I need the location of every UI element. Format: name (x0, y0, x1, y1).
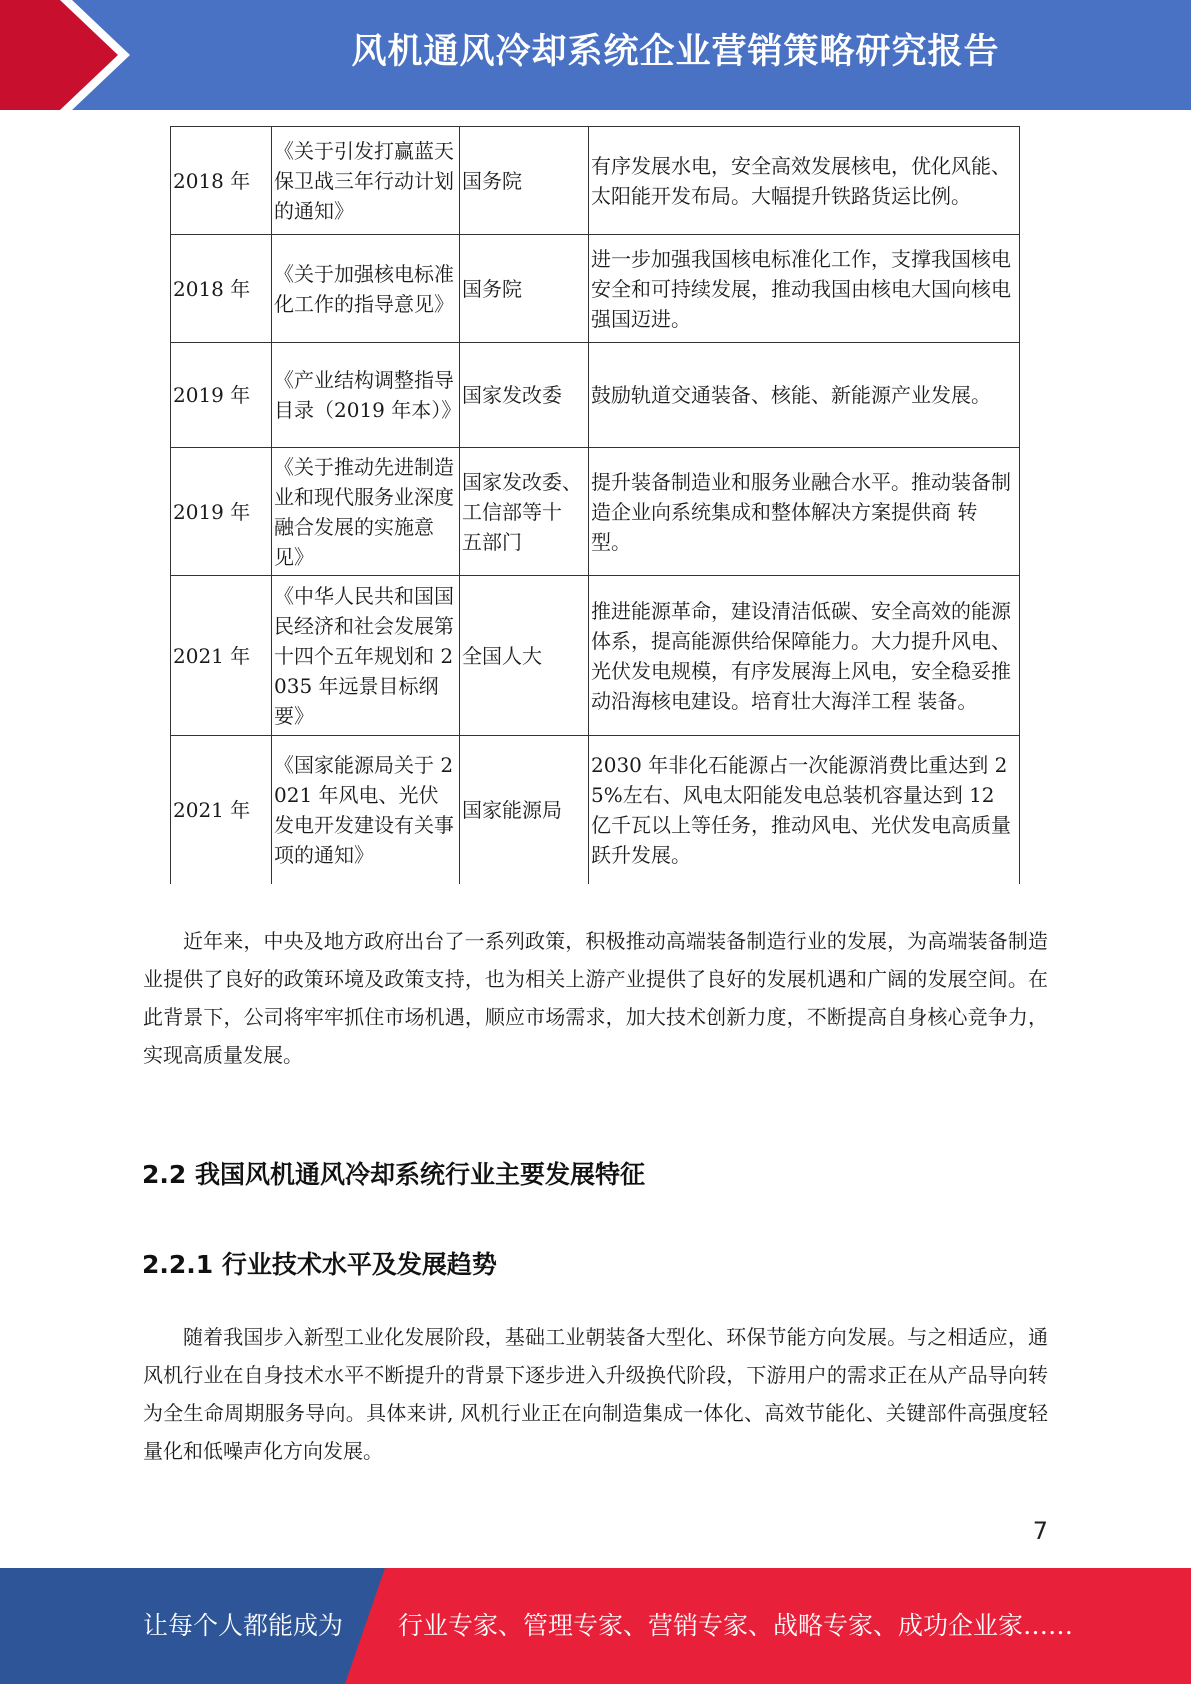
section-heading-2-2-1: 2.2.1 行业技术水平及发展趋势 (142, 1250, 497, 1279)
policy-issuer-cell: 国家能源局 (460, 736, 589, 884)
policy-issuer-cell: 国务院 (460, 235, 589, 343)
policy-content-cell: 有序发展水电，安全高效发展核电，优化风能、 太阳能开发布局。大幅提升铁路货运比例。 (589, 127, 1020, 235)
policy-document-cell: 《中华人民共和国国民经济和社会发展第十四个五年规划和 2035 年远景目标纲要》 (272, 576, 460, 736)
page-footer (0, 1568, 1191, 1684)
policy-issuer-cell: 全国人大 (460, 576, 589, 736)
report-title: 风机通风冷却系统企业营销策略研究报告 (351, 32, 1000, 72)
policy-document-cell: 《产业结构调整指导目录（2019 年本）》 (272, 343, 460, 448)
policy-year-cell: 2021 年 (171, 736, 272, 884)
policy-year-cell: 2021 年 (171, 576, 272, 736)
header-chevron-decoration (0, 0, 150, 110)
policy-issuer-cell: 国家发改委 (460, 343, 589, 448)
policy-document-cell: 《关于推动先进制造业和现代服务业深度融合发展的实施意见》 (272, 448, 460, 576)
table-row (171, 343, 1020, 448)
section-heading-2-2: 2.2 我国风机通风冷却系统行业主要发展特征 (142, 1160, 645, 1189)
policy-year-cell: 2018 年 (171, 235, 272, 343)
table-row (171, 576, 1020, 736)
table-row (171, 736, 1020, 884)
policy-year-cell: 2019 年 (171, 448, 272, 576)
table-row (171, 448, 1020, 576)
policy-issuer-cell: 国务院 (460, 127, 589, 235)
body-paragraph-1: 近年来，中央及地方政府出台了一系列政策，积极推动高端装备制造行业的发展，为高端装备制造业提供了良好的政策环境及政策支持，也为相关上游产业提供了良好的发展机遇和广阔的发展空间。在此背景下，公司将牢牢抓住市场机遇，顺应市场需求，加大技术创新力度，不断提高自身核心竞争力，实现高质量发展。 (143, 929, 1048, 1067)
policy-content-cell: 提升装备制造业和服务业融合水平。推动装备制造企业向系统集成和整体解决方案提供商 转型。 (589, 448, 1020, 576)
policy-document-cell: 《国家能源局关于 2021 年风电、光伏发电开发建设有关事项的通知》 (272, 736, 460, 884)
policy-document-cell: 《关于加强核电标准化工作的指导意见》 (272, 235, 460, 343)
body-paragraph-2: 随着我国步入新型工业化发展阶段，基础工业朝装备大型化、环保节能方向发展。与之相适应，通风机行业在自身技术水平不断提升的背景下逐步进入升级换代阶段，下游用户的需求正在从产品导向转为全生命周期服务导向。具体来讲, 风机行业正在向制造集成一体化、高效节能化、关键部件高强度轻量化和低噪声化方向发展。 (143, 1325, 1048, 1463)
table-row (171, 235, 1020, 343)
policy-table (170, 126, 1020, 884)
policy-year-cell: 2019 年 (171, 343, 272, 448)
policy-year-cell: 2018 年 (171, 127, 272, 235)
policy-document-cell: 《关于引发打赢蓝天保卫战三年行动计划的通知》 (272, 127, 460, 235)
footer-slogan-right: 行业专家、管理专家、营销专家、战略专家、成功企业家…… (398, 1611, 1074, 1640)
policy-content-cell: 进一步加强我国核电标准化工作，支撑我国核电安全和可持续发展，推动我国由核电大国向核电强国迈进。 (589, 235, 1020, 343)
page-number: 7 (1032, 1517, 1048, 1545)
policy-content-cell: 鼓励轨道交通装备、核能、新能源产业发展。 (589, 343, 1020, 448)
policy-content-cell: 推进能源革命，建设清洁低碳、安全高效的能源体系，提高能源供给保障能力。大力提升风电、光伏发电规模，有序发展海上风电，安全稳妥推动沿海核电建设。培育壮大海洋工程 装备。 (589, 576, 1020, 736)
policy-content-cell: 2030 年非化石能源占一次能源消费比重达到 25%左右、风电太阳能发电总装机容量达到 12 亿千瓦以上等任务，推动风电、光伏发电高质量跃升发展。 (589, 736, 1020, 884)
page-header (0, 0, 1191, 110)
policy-issuer-cell: 国家发改委、 工信部等十 五部门 (460, 448, 589, 576)
table-row (171, 127, 1020, 235)
footer-slogan-left: 让每个人都能成为 (143, 1611, 344, 1640)
